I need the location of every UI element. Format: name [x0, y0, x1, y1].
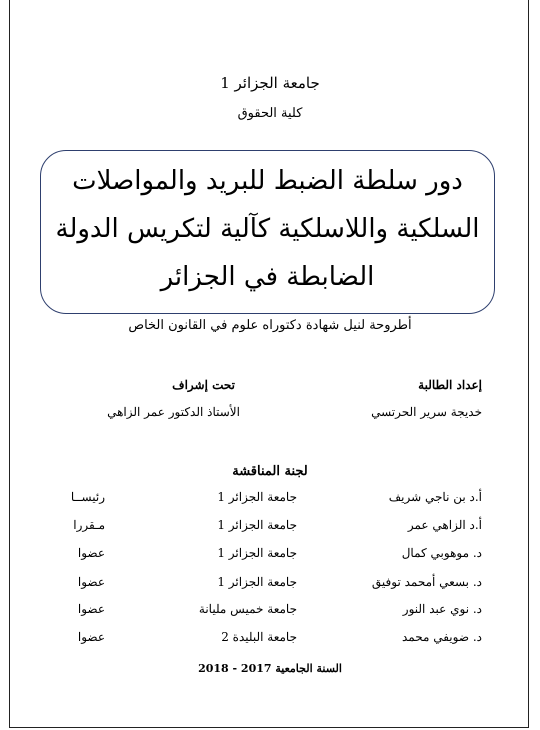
member-university: جامعة الجزائر 1: [217, 546, 297, 560]
faculty-name: كلية الحقوق: [237, 106, 303, 121]
thesis-title-line-1: دور سلطة الضبط للبريد والمواصلات: [72, 166, 463, 196]
member-name: د. ضويفي محمد: [402, 630, 482, 644]
member-university: جامعة خميس مليانة: [198, 602, 297, 616]
prepared-by-label: إعداد الطالبة: [418, 378, 482, 392]
member-role: عضوا: [77, 630, 105, 644]
thesis-title-line-2: السلكية واللاسلكية كآلية لتكريس الدولة: [55, 214, 480, 244]
committee-row: [0, 518, 540, 538]
thesis-title-box: [40, 150, 495, 314]
member-name: أ.د الزاهي عمر: [407, 518, 482, 532]
member-university: جامعة الجزائر 1: [217, 575, 297, 589]
member-role: مـقررا: [73, 518, 105, 532]
committee-row: [0, 602, 540, 622]
thesis-subtitle: أطروحة لنيل شهادة دكتوراه علوم في القانون الخاص: [128, 318, 412, 333]
university-name: جامعة الجزائر 1: [220, 74, 320, 92]
committee-row: [0, 630, 540, 650]
member-name: أ.د بن ناجي شريف: [388, 490, 482, 504]
supervision-label: تحت إشراف: [172, 378, 235, 392]
member-name: د. بسعي أمحمد توفيق: [371, 575, 482, 589]
member-university: جامعة الجزائر 1: [217, 490, 297, 504]
member-role: عضوا: [77, 575, 105, 589]
member-university: جامعة الجزائر 1: [217, 518, 297, 532]
member-role: رئيســا: [70, 490, 105, 504]
thesis-title-line-3: الضابطة في الجزائر: [160, 262, 375, 292]
committee-row: [0, 546, 540, 566]
academic-year: السنة الجامعية 2017 - 2018: [198, 662, 342, 675]
member-university: جامعة البليدة 2: [221, 630, 297, 644]
member-name: د. نوي عبد النور: [402, 602, 482, 616]
member-role: عضوا: [77, 546, 105, 560]
committee-title: لجنة المناقشة: [232, 464, 308, 479]
committee-row: [0, 490, 540, 510]
member-role: عضوا: [77, 602, 105, 616]
committee-row: [0, 575, 540, 595]
supervisor-name: الأستاذ الدكتور عمر الزاهي: [107, 405, 240, 419]
student-name: خديجة سرير الحرتسي: [371, 405, 482, 419]
member-name: د. موهوبي كمال: [401, 546, 482, 560]
